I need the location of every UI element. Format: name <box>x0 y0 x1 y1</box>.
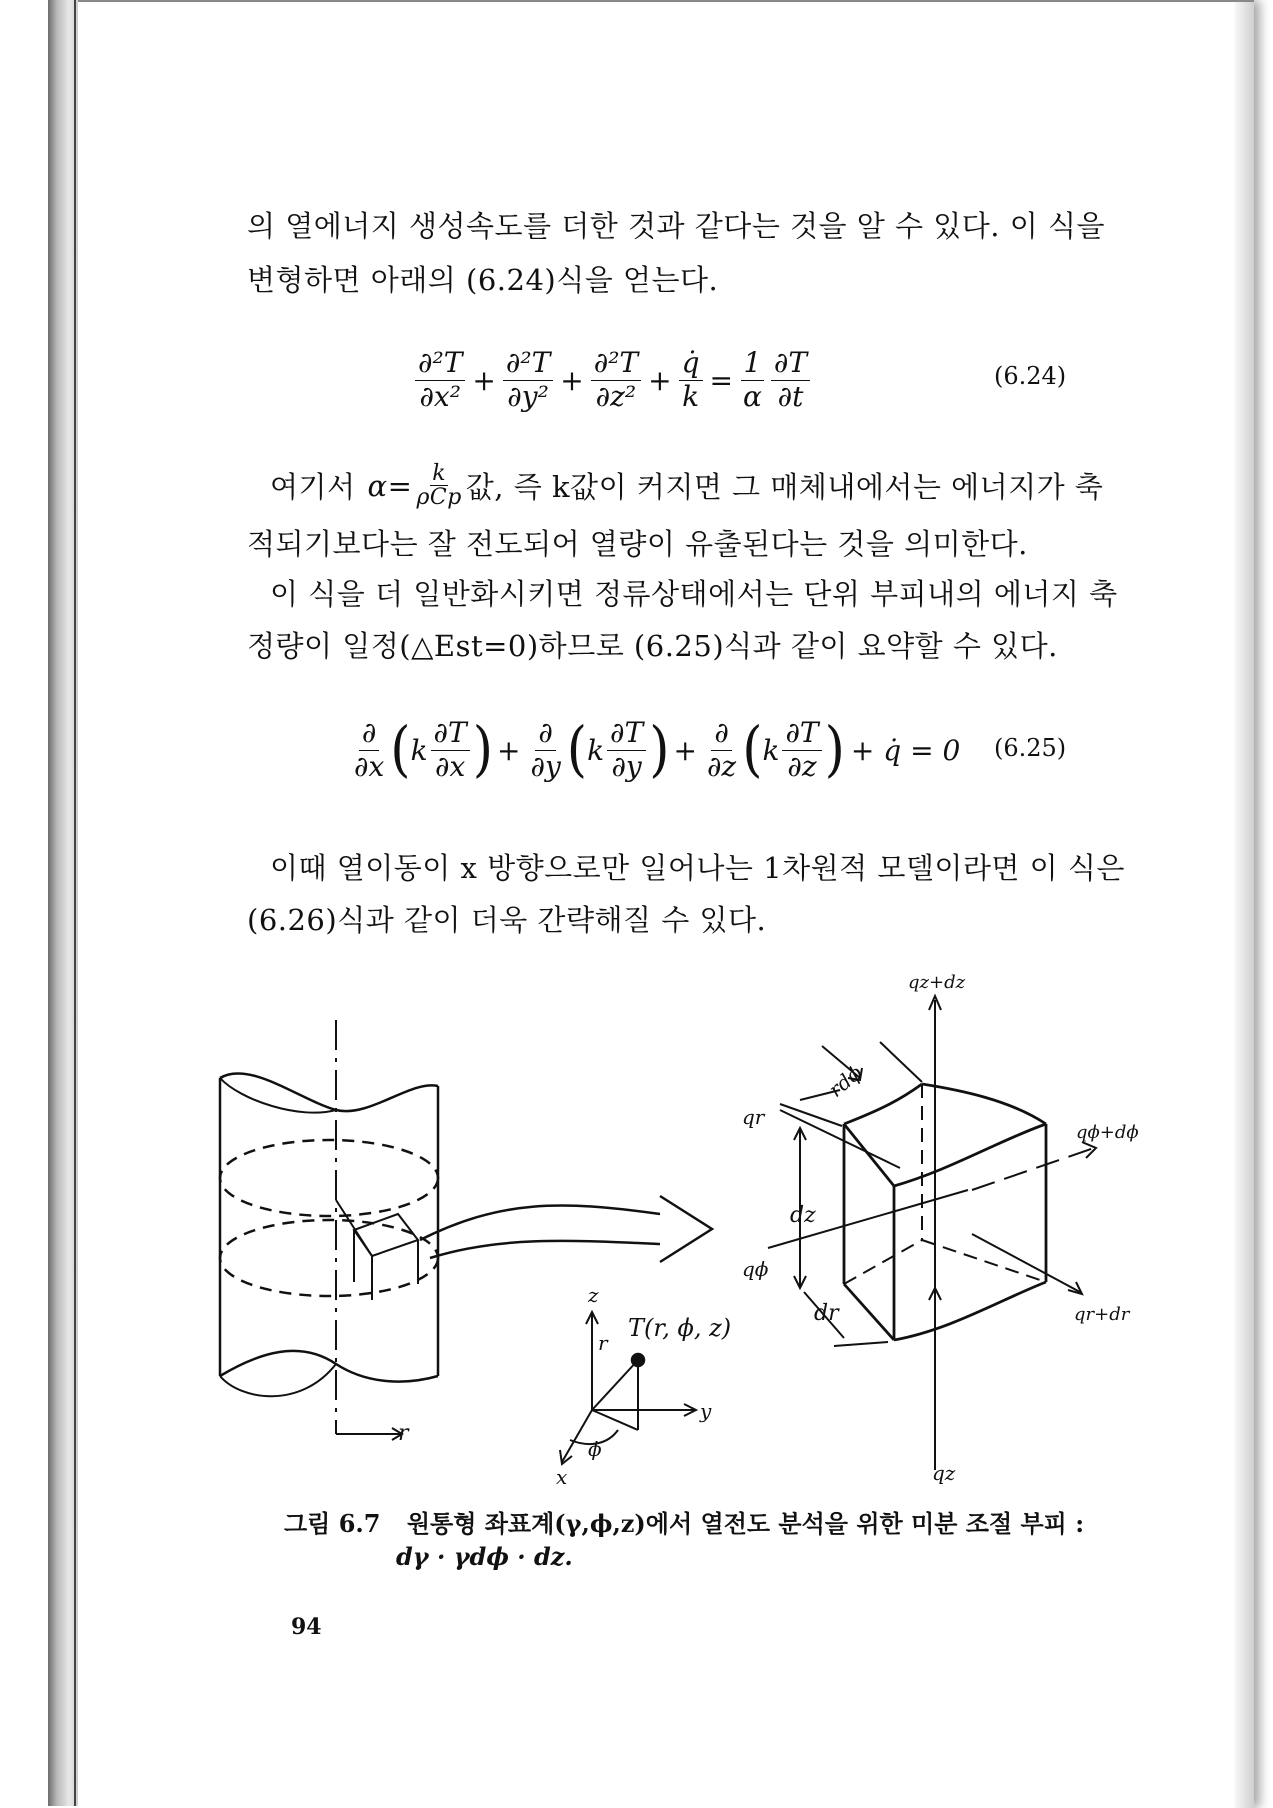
para2-rest: 값, 즉 k값이 커지면 그 매체내에서는 에너지가 축 <box>465 470 1104 505</box>
label-q-phi-dphi: qϕ+dϕ <box>1076 1122 1139 1143</box>
para2-line2: 적되기보다는 잘 전도되어 열량이 유출된다는 것을 의미한다. <box>247 527 1028 561</box>
para1-line1: 의 열에너지 생성속도를 더한 것과 같다는 것을 알 수 있다. 이 식을 <box>247 209 1105 243</box>
eq625-d-dz: $\frac{\partial}{\partial z}$ <box>706 716 737 783</box>
equation-6-24-number: (6.24) <box>994 362 1067 390</box>
eq625-dT-dz: $\frac{\partial T}{\partial z}$ <box>782 718 821 783</box>
eq625-d-dy: $\frac{\partial}{\partial y}$ <box>530 716 561 783</box>
label-q-r-dr: qr+dr <box>1074 1304 1130 1325</box>
differential-volume <box>844 1084 1046 1340</box>
para2-prefix: 여기서 <box>270 470 356 505</box>
eq624-term4: $\frac{q̇}{k}$ <box>679 348 703 413</box>
label-y-axis: y <box>700 1399 712 1423</box>
eq624-term2: $\frac{\text{∂²T}}{\text{∂y²}}$ <box>503 348 553 413</box>
caption-text: 원통형 좌표계(γ,ϕ,z)에서 열전도 분석을 위한 미분 조절 부피 : <box>406 1509 1085 1538</box>
label-z-axis: z <box>588 1283 599 1307</box>
para1-line2: 변형하면 아래의 (6.24)식을 얻는다. <box>247 263 719 297</box>
figure-caption <box>284 1504 1084 1539</box>
label-q-phi: qϕ <box>742 1257 769 1281</box>
equation-6-25: $\frac{\partial}{\partial x}$ ( k $\frac{\partial T}{\partial x}$ ) + $\frac{\partial}{\partial y}$ ( k $\frac{\partial T}{\partial y}$ ) + $\frac{\partial}{\partial z}$ ( k $\frac{\partial T}{\partial z}$ ) + q̇ = 0 <box>348 718 960 783</box>
label-q-z: qz <box>932 1461 956 1485</box>
label-q-z-dz: qz+dz <box>908 972 966 993</box>
label-r-dphi: rdϕ <box>823 1060 867 1102</box>
label-point: T(r, ϕ, z) <box>628 1314 732 1342</box>
alpha-equals: α= <box>367 468 413 503</box>
eq624-term6: $\frac{\partial T}{\partial t}$ <box>771 348 810 413</box>
caption-line2: dγ · γdϕ · dz. <box>396 1542 573 1571</box>
equation-6-24: $\frac{\text{∂²T}}{\text{∂x²}}$ + $\frac{\text{∂²T}}{\text{∂y²}}$ + $\frac{\text{∂²T}}{\text{∂z²}}$ + $\frac{q̇}{k}$ = $\frac{1}{\alpha}$ $\frac{\partial T}{\partial t}$ <box>412 348 813 413</box>
para4-line2: (6.26)식과 같이 더욱 간략해질 수 있다. <box>247 903 767 937</box>
label-q-r: qr <box>742 1105 765 1129</box>
caption-label: 그림 6.7 <box>284 1509 381 1538</box>
label-x-axis: x <box>556 1465 568 1489</box>
eq625-dT-dx: $\frac{\partial T}{\partial x}$ <box>431 718 470 783</box>
cylinder-drawing <box>220 1020 438 1440</box>
eq624-term1: $\frac{\text{∂²T}}{\text{∂x²}}$ <box>415 348 465 413</box>
eq625-dT-dy: $\frac{\partial T}{\partial y}$ <box>607 718 646 783</box>
label-dr: dr <box>814 1301 839 1326</box>
equation-6-25-number: (6.25) <box>994 734 1067 762</box>
point-T <box>632 1354 644 1366</box>
label-r: r <box>598 1331 608 1355</box>
eq624-term3: $\frac{\text{∂²T}}{\text{∂z²}}$ <box>591 348 641 413</box>
para4-line1: 이때 열이동이 x 방향으로만 일어나는 1차원적 모델이라면 이 식은 <box>270 851 1125 885</box>
eq624-term5: $\frac{1}{\alpha}$ <box>740 348 765 413</box>
eq625-d-dx: $\frac{\partial}{\partial x}$ <box>354 716 385 783</box>
para3-line2: 정량이 일정(△Est=0)하므로 (6.25)식과 같이 요약할 수 있다. <box>247 629 1058 663</box>
label-r-axis: r <box>398 1421 409 1446</box>
big-arrow <box>420 1196 712 1262</box>
label-dz: dz <box>790 1203 816 1228</box>
alpha-fraction: $\frac{k}{\text{ρCp}}$ <box>416 461 462 511</box>
page-number: 94 <box>291 1614 322 1640</box>
label-phi: ϕ <box>588 1437 602 1461</box>
para3-line1: 이 식을 더 일반화시키면 정류상태에서는 단위 부피내의 에너지 축 <box>270 577 1118 611</box>
